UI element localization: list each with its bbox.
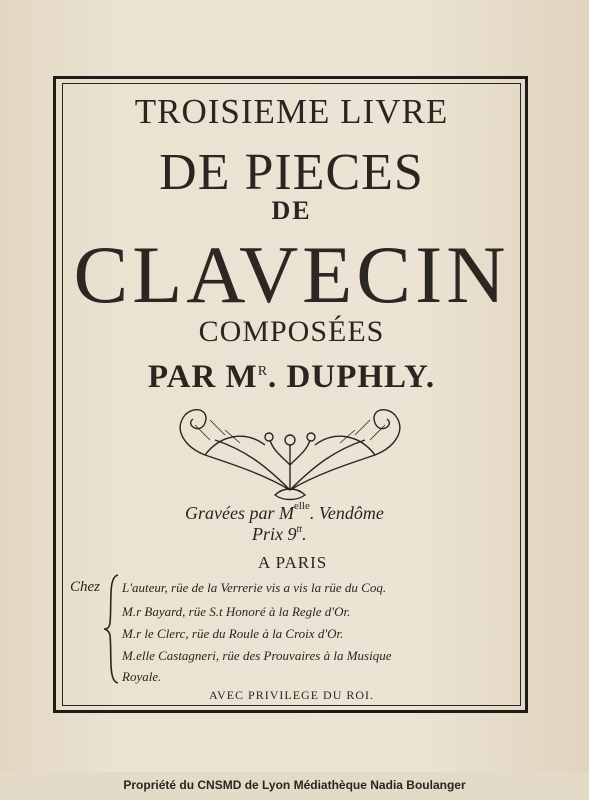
- engraver-line: [185, 500, 384, 524]
- footer-credit: Propriété du CNSMD de Lyon Médiathèque Nadia Boulanger: [123, 778, 466, 792]
- address-2: M.r Bayard, rüe S.t Honoré à la Regle d'Or.: [122, 604, 351, 619]
- privilege-line: AVEC PRIVILEGE DU ROI.: [208, 688, 375, 702]
- engraver-name: . Vendôme: [309, 503, 384, 523]
- address-4: M.elle Castagneri, rüe des Prouvaires à la Musique: [122, 648, 392, 663]
- title-line-1: TROISIEME LIVRE: [134, 92, 449, 131]
- chez-label: Chez: [70, 579, 100, 595]
- title-line-4: CLAVECIN: [73, 229, 510, 320]
- title-line-2: DE PIECES: [159, 144, 424, 201]
- title-line-5: COMPOSÉES: [198, 315, 385, 348]
- price-end: .: [302, 524, 307, 544]
- footer: [0, 772, 589, 800]
- title-line-3: DE: [271, 196, 312, 225]
- address-1: L'auteur, rüe de la Verrerie vis a vis la rüe du Coq.: [122, 580, 387, 595]
- price-sup: tt: [296, 524, 303, 535]
- engraver-sup: elle: [293, 500, 310, 512]
- composer-prefix: PAR M: [147, 359, 258, 395]
- curly-brace-icon: [102, 573, 122, 685]
- engraver-prefix: Gravées par M: [185, 503, 294, 523]
- floral-ornament-icon: [165, 395, 415, 505]
- composer-line: [62, 359, 521, 396]
- composer-name: . DUPHLY.: [268, 359, 436, 395]
- price-label: Prix 9: [252, 524, 297, 544]
- address-5: Royale.: [122, 669, 162, 684]
- price-line: [252, 524, 307, 545]
- composer-sup: R: [257, 364, 269, 379]
- address-3: M.r le Clerc, rüe du Roule à la Croix d'Or.: [122, 626, 344, 641]
- city: A PARIS: [258, 553, 328, 572]
